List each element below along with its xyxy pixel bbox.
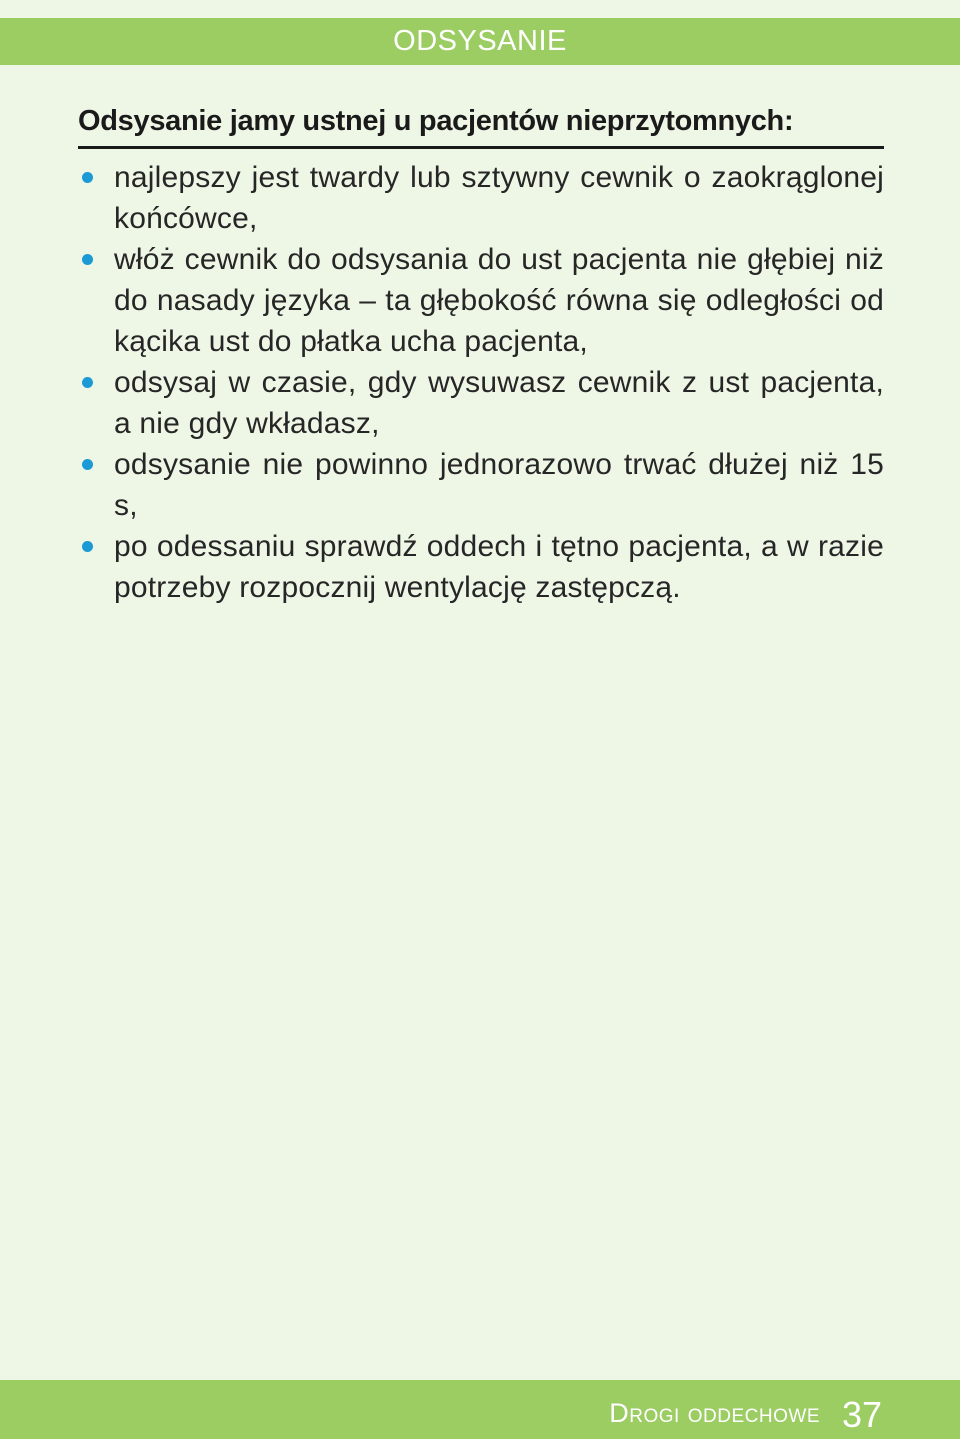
list-item-text: po odessaniu sprawdź oddech i tętno pacjenta, a w razie potrzeby rozpocznij wentylację zastępczą. bbox=[114, 530, 884, 604]
header-band bbox=[0, 18, 960, 65]
main-content bbox=[78, 105, 884, 608]
bullet-dot-icon bbox=[82, 377, 93, 388]
footer-section-label: Drogi oddechowe bbox=[609, 1398, 820, 1428]
list-item bbox=[78, 157, 884, 239]
list-item-text: odsysanie nie powinno jednorazowo trwać dłużej niż 15 s, bbox=[114, 448, 884, 522]
section-heading: Odsysanie jamy ustnej u pacjentów nieprzytomnych: bbox=[78, 105, 884, 149]
bullet-dot-icon bbox=[82, 254, 93, 265]
list-item bbox=[78, 239, 884, 362]
list-item-text: najlepszy jest twardy lub sztywny cewnik o zaokrąglonej końcówce, bbox=[114, 161, 884, 235]
bullet-dot-icon bbox=[82, 459, 93, 470]
list-item-text: odsysaj w czasie, gdy wysuwasz cewnik z ust pacjenta, a nie gdy wkładasz, bbox=[114, 366, 884, 440]
bullet-dot-icon bbox=[82, 541, 93, 552]
list-item-text: włóż cewnik do odsysania do ust pacjenta nie głębiej niż do nasady języka – ta głębokość równa się odległości od kącika ust do płatka ucha pacjenta, bbox=[114, 243, 884, 358]
bullet-list bbox=[78, 157, 884, 608]
list-item bbox=[78, 444, 884, 526]
page-number: 37 bbox=[841, 1394, 882, 1435]
header-title: ODSYSANIE bbox=[393, 25, 567, 57]
list-item bbox=[78, 526, 884, 608]
bullet-dot-icon bbox=[82, 172, 93, 183]
list-item bbox=[78, 362, 884, 444]
